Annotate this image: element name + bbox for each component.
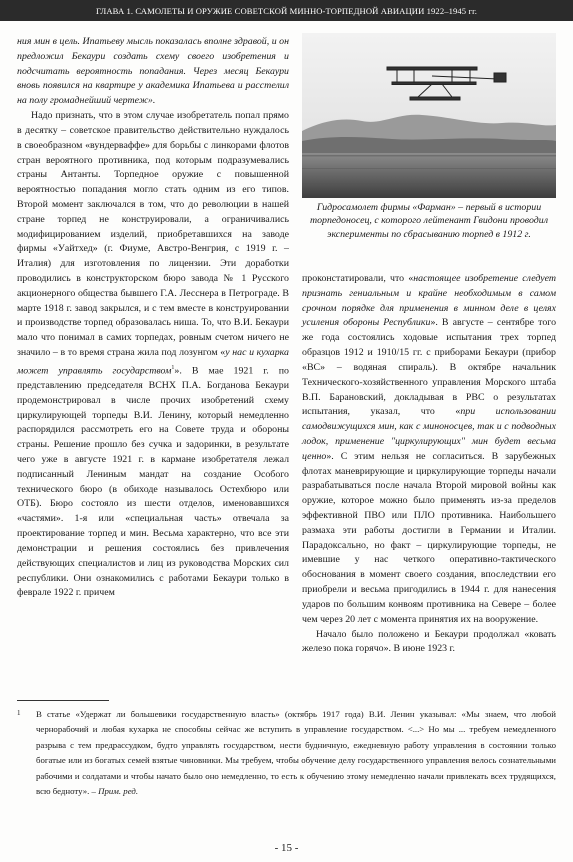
editor-note: Прим. ред. [98, 786, 139, 797]
footnote [17, 707, 556, 799]
page-number: - 15 - [274, 842, 299, 854]
body-paragraph: Надо признать, что в этом случае изобретатель попал прямо в десятку – советское правительство действительно нуждалось в своеобразном «вундерваффе» для борьбы с линкорами флотов стран вероятного противника, под которым подразумевались страны Антанты. Торпедное оружие с повышенной вероятностью попадания могло стать одним из его типов. Второй момент заключался в том, что до революции в нашей стране торпед не конструировали, а ограничивались модифицированием изделий, приобретавшихся на заводе фирмы «Уайтхед» (г. Фиуме, Австро-Венгрия, с 1919 г. – Италия) для изготовления по лицензии. Эти доработки проводились в конструкторском бюро завода № 1 Русского акционерного общества бывшего Г.А. Лесснера в Петрограде. В марте 1918 г. завод закрылся, и с тем вместе в конструировании и производстве торпед образовалась ниша. То, что В.И. Бекаури мало что понимал в самих торпедах, ровным счетом ничего не значило – в то время страна жила под лозунгом «у нас и кухарка может управлять государством$^1$». В мае 1921 г. по представлению председателя ВСНХ П.А. Богданова Бекаури продемонстрировал в числе прочих изобретений схему циркулирующей торпеды В.И. Ленину, который немедленно распорядился рассмотреть его на Совете труда и обороны страны. Решение прошло без сучка и задоринки, в результате чего уже в августе 1921 г. в кармане изобретателя лежал подписанный Лениным мандат на создание Особого технического бюро (в обиходе называлось Остехбюро или ОТБ). Бюро состояло из шести отделов, именовавшихся «частями». 1-я или «специальная часть» отвечала за проектирование торпед и мин. Весьма характерно, что все эти демонстрации и решения состоялись без привлечения действующих специалистов и лиц из руководства Морских сил республики. Они ознакомились с работами Бекаури только в феврале 1922 г. причем [17, 110, 289, 599]
footnote-divider [17, 700, 109, 701]
running-header: ГЛАВА 1. САМОЛЕТЫ И ОРУЖИЕ СОВЕТСКОЙ МИННО-ТОРПЕДНОЙ АВИАЦИИ 1922–1945 гг. [0, 0, 573, 21]
right-column-text [302, 272, 556, 657]
italic-quote-paragraph: ния мин в цель. Ипатьеву мысль показалась вполне здравой, и он предложил Бекаури создать схему своего изобретения и подсчитать вероятность попадания. Через месяц Бекаури вновь появился на квартире у академика Ипатьева и расстелил на полу громаднейший чертеж». [17, 36, 289, 107]
footnote-text: В статье «Удержат ли большевики государственную власть» (октябрь 1917 года) В.И. Ленин указывал: «Мы знаем, что любой чернорабочий и любая кухарка не способны сейчас же вступить в управление государством. <...> Но мы ... требуем немедленного разрыва с тем предрассудком, будто управлять государством, нести будничную, ежедневную работу управления в состоянии только богатые или из богатых семей взятые чиновники. Мы требуем, чтобы обучение делу государственного управления велось сознательными рабочими и солдатами и чтобы начато было оно немедленно, то есть к обучению этому немедленно начали привлекать всех трудящихся, всю бедноту». – [36, 709, 556, 797]
seaplane-photo [302, 33, 556, 198]
left-column [17, 35, 289, 601]
italic-quote: у нас и кухарка может управлять государством [17, 347, 289, 377]
body-paragraph: Начало было положено и Бекаури продолжал «ковать железо пока горячо». В июне 1923 г. [302, 628, 556, 655]
footnote-number: 1 [17, 709, 21, 717]
body-paragraph: проконстатировали, что «настоящее изобретение следует признать гениальным и крайне необходимым в самом срочном порядке для применения в минном деле в целях усиления обороны Республики». В августе – сентябре того же года состоялись ходовые испытания трех торпед образцов 1912 и 1910/15 гг. с приборами Бекаури (прибор «ВС» – водяная спираль). В октябре начальник Технического-хозяйственного управления Морского штаба В.П. Барановский, докладывая в РВС о результатах испытания, указал, что «при использовании самодвижущихся мин, как с миноносцев, так и с подводных лодок, применение "циркулирующих" мин будет весьма ценно». С этим нельзя не согласиться. В зарубежных флотах маневрирующие и циркулирующие торпеды начали разрабатываться после начала Второй мировой войны как оружие, которое можно было применять из-за пределов эффективной ПВО или ПЛО противника. Наибольшего размаха эти работы достигли в Германии и Италии. Парадоксально, но факт – циркулирующие торпеды, не имевшие у нас четкого оперативно-тактического обоснования в момент своего создания, впоследствии его приобрели и весьма пригодились в 1944 г. для нанесения ударов по большим конвоям противника на Севере – более чем через 20 лет с момента принятия их на вооружение. [302, 273, 557, 625]
footnote-ref[interactable]: 1 [171, 364, 175, 371]
photo-caption: Гидросамолет фирмы «Фарман» – первый в истории торпедоносец, с которого лейтенант Гвидони проводил эксперименты по сбрасыванию торпед в 1912 г. [309, 202, 549, 240]
